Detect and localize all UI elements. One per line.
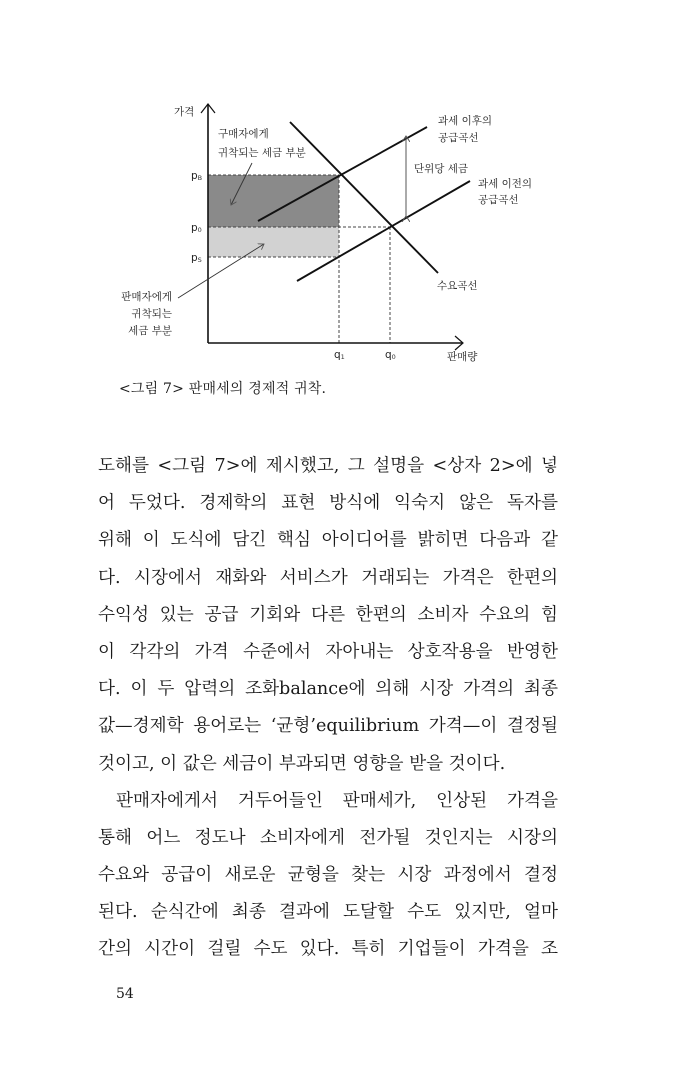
body-line: 간의 시간이 걸릴 수도 있다. 특히 기업들이 가격을 조 [98,939,558,960]
figure-caption: <그림 7> 판매세의 경제적 귀착. [119,381,327,397]
body-line: 이 각각의 가격 수준에서 자아내는 상호작용을 반영한 [98,641,558,662]
body-line: 값—경제학 용어로는 ‘균형’equilibrium 가격—이 결정될 [98,716,558,737]
y-axis-label: 가격 [174,106,195,118]
body-line: 도해를 <그림 7>에 제시했고, 그 설명을 <상자 2>에 넣 [98,456,558,476]
body-line: 다. 시장에서 재화와 서비스가 거래되는 가격은 한편의 [98,567,558,588]
body-line: 위해 이 도식에 담긴 핵심 아이디어를 밝히면 다음과 같 [98,530,558,551]
body-text [98,448,558,969]
body-line: 된다. 순식간에 최종 결과에 도달할 수도 있지만, 얼마 [98,902,558,923]
body-line: 것이고, 이 값은 세금이 부과되면 영향을 받을 것이다. [98,753,506,774]
quantity-label-q0: q0 [385,349,396,361]
after-tax-supply-curve [258,127,427,221]
buyer-burden-label-2: 귀착되는 세금 부분 [218,147,306,159]
page-number: 54 [116,986,134,1002]
demand-label: 수요곡선 [437,280,478,292]
body-line: 통해 어느 정도나 소비자에게 전가될 것인지는 시장의 [98,827,558,848]
x-axis-label: 판매량 [447,351,478,363]
body-line: 수익성 있는 공급 기회와 다른 한편의 소비자 수요의 힘 [98,604,558,625]
seller-burden-label-2: 귀착되는 [131,308,172,320]
buyer-tax-area [208,175,339,227]
body-line: 어 두었다. 경제학의 표현 방식에 익숙지 않은 독자를 [98,493,558,514]
body-line: 수요와 공급이 새로운 균형을 찾는 시장 과정에서 결정 [98,865,558,886]
price-label-ps: pS [191,252,202,264]
buyer-burden-label-1: 구매자에게 [218,128,269,140]
body-line: 다. 이 두 압력의 조화balance에 의해 시장 가격의 최종 [98,679,558,700]
seller-burden-label-1: 판매자에게 [121,291,172,303]
before-tax-supply-label-1: 과세 이전의 [478,178,533,190]
tax-incidence-diagram [0,0,700,370]
quantity-label-q1: q1 [334,349,345,361]
seller-burden-label-3: 세금 부분 [128,325,172,337]
body-line: 판매자에게서 거두어들인 판매세가, 인상된 가격을 [116,790,558,811]
tax-per-unit-label: 단위당 세금 [414,163,469,175]
seller-tax-area [208,227,339,257]
before-tax-supply-label-2: 공급곡선 [478,194,519,206]
price-label-p0: p0 [191,222,202,234]
after-tax-supply-label-2: 공급곡선 [438,132,479,144]
price-label-pb: pB [191,170,203,182]
after-tax-supply-label-1: 과세 이후의 [438,115,493,127]
